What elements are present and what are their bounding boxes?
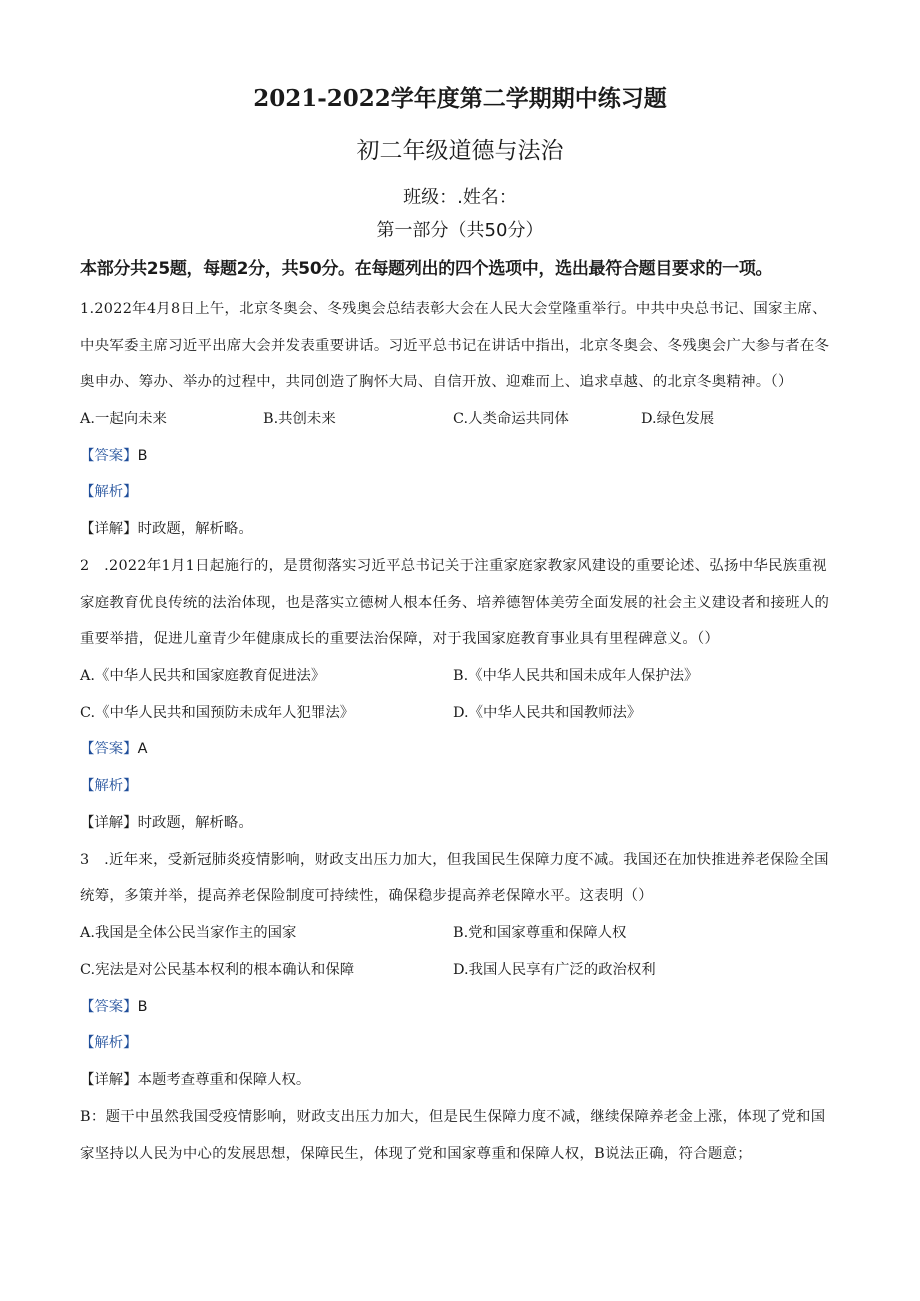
instructions: 本部分共25题，每题2分，共50分。在每题列出的四个选项中，选出最符合题目要求的一项。 bbox=[80, 259, 773, 279]
answer-label: 【答案】 bbox=[80, 447, 138, 464]
question-1-analysis: 【解析】 bbox=[80, 484, 138, 501]
question-3-answer bbox=[80, 989, 840, 1026]
class-name-line: 班级：.姓名： bbox=[403, 187, 517, 208]
question-2-options-row2 bbox=[80, 695, 840, 732]
option-b: B.《中华人民共和国未成年人保护法》 bbox=[453, 667, 699, 684]
option-d: D.绿色发展 bbox=[641, 410, 715, 427]
detail-text: 时政题，解析略。 bbox=[137, 521, 253, 538]
answer-value: B bbox=[137, 447, 148, 464]
question-2-options-row1 bbox=[80, 658, 840, 695]
question-2-answer bbox=[80, 731, 840, 768]
answer-value: A bbox=[137, 741, 148, 758]
option-c: C.人类命运共同体 bbox=[453, 410, 569, 427]
question-1-answer bbox=[80, 438, 840, 475]
option-d: D.我国人民享有广泛的政治权利 bbox=[453, 961, 656, 978]
question-3-explanation: B：题干中虽然我国受疫情影响，财政支出压力加大，但是民生保障力度不减，继续保障养老金上涨，体现了党和国家坚持以人民为中心的发展思想，保障民生，体现了党和国家尊重和保障人权，B说法正确，符合题意； bbox=[80, 1108, 826, 1162]
option-c: C.宪法是对公民基本权利的根本确认和保障 bbox=[80, 961, 355, 978]
question-3-stem: 3 .近年来，受新冠肺炎疫情影响，财政支出压力加大，但我国民生保障力度不减。我国还在加快推进养老保险全国统筹，多策并举，提高养老保险制度可持续性，确保稳步提高养老保障水平。这表明（） bbox=[80, 851, 829, 905]
part-heading: 第一部分（共50分） bbox=[376, 220, 544, 241]
detail-label: 【详解】 bbox=[80, 1072, 138, 1089]
detail-label: 【详解】 bbox=[80, 521, 138, 538]
option-c: C.《中华人民共和国预防未成年人犯罪法》 bbox=[80, 704, 355, 721]
answer-value: B bbox=[137, 998, 148, 1015]
question-2-analysis: 【解析】 bbox=[80, 778, 138, 795]
page-title: 2021-2022学年度第二学期期中练习题 bbox=[253, 85, 667, 112]
answer-label: 【答案】 bbox=[80, 998, 138, 1015]
page-subtitle: 初二年级道德与法治 bbox=[356, 138, 564, 164]
question-1-stem: 1.2022年4月8日上午，北京冬奥会、冬残奥会总结表彰大会在人民大会堂隆重举行。中共中央总书记、国家主席、中央军委主席习近平出席大会并发表重要讲话。习近平总书记在讲话中指出，北京冬奥会、冬残奥会广大参与者在冬奥申办、筹办、举办的过程中，共同创造了胸怀大局、自信开放、迎难而上、追求卓越、的北京冬奥精神。（） bbox=[80, 301, 830, 391]
option-b: B.共创未来 bbox=[263, 410, 336, 427]
option-d: D.《中华人民共和国教师法》 bbox=[453, 704, 642, 721]
questions-content bbox=[80, 291, 840, 1172]
option-a: A.一起向未来 bbox=[80, 410, 167, 427]
option-a: A.我国是全体公民当家作主的国家 bbox=[80, 924, 297, 941]
question-3-detail bbox=[80, 1062, 840, 1099]
question-1-options bbox=[80, 401, 840, 438]
question-3-analysis: 【解析】 bbox=[80, 1035, 138, 1052]
detail-label: 【详解】 bbox=[80, 814, 138, 831]
option-b: B.党和国家尊重和保障人权 bbox=[453, 924, 627, 941]
question-2-detail bbox=[80, 805, 840, 842]
option-a: A.《中华人民共和国家庭教育促进法》 bbox=[80, 667, 326, 684]
detail-text: 时政题，解析略。 bbox=[137, 814, 253, 831]
question-3-options-row2 bbox=[80, 952, 840, 989]
answer-label: 【答案】 bbox=[80, 741, 138, 758]
question-3-options-row1 bbox=[80, 915, 840, 952]
question-2-stem: 2 .2022年1月1日起施行的，是贯彻落实习近平总书记关于注重家庭家教家风建设的重要论述、弘扬中华民族重视家庭教育优良传统的法治体现，也是落实立德树人根本任务、培养德智体美劳全面发展的社会主义建设者和接班人的重要举措，促进儿童青少年健康成长的重要法治保障，对于我国家庭教育事业具有里程碑意义。（） bbox=[80, 557, 830, 648]
detail-text: 本题考查尊重和保障人权。 bbox=[137, 1072, 311, 1089]
question-1-detail bbox=[80, 511, 840, 548]
